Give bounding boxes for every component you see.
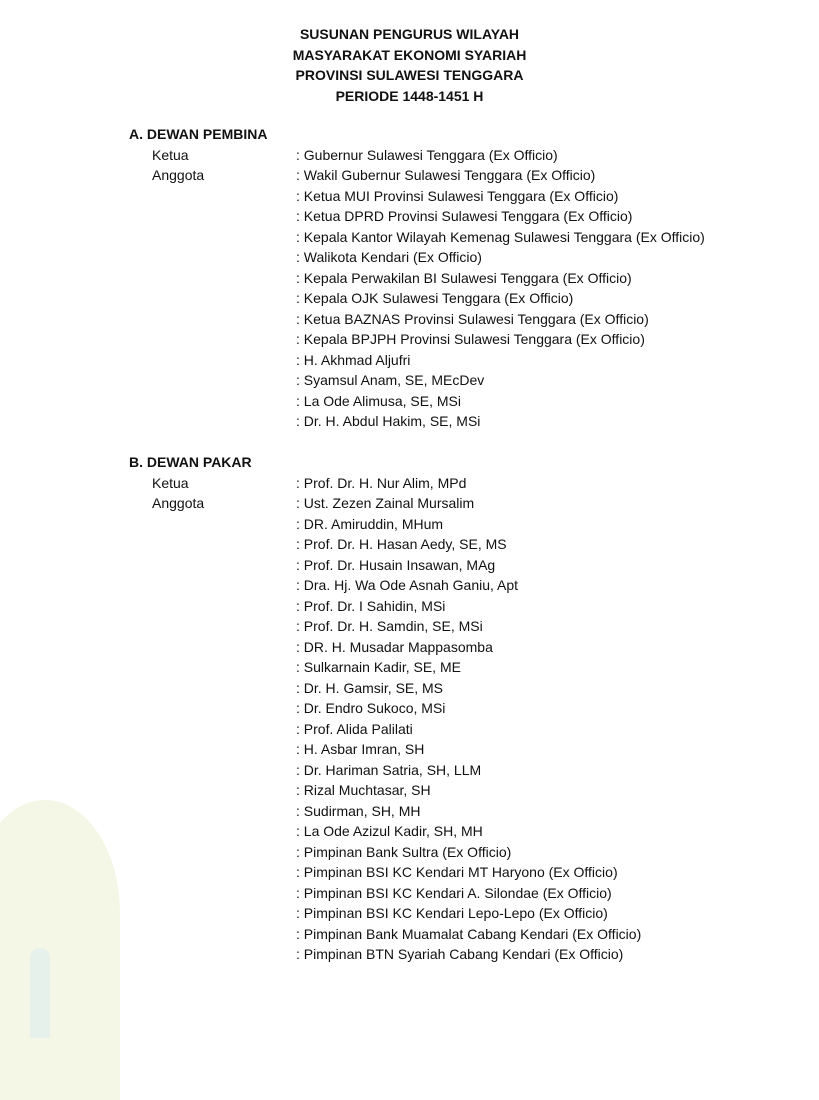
member-name: : Prof. Dr. Husain Insawan, MAg [296,556,496,573]
member-row [0,924,819,945]
member-name: : Syamsul Anam, SE, MEcDev [296,372,485,388]
member-row [0,350,819,371]
section-heading: A. DEWAN PEMBINA [129,126,268,142]
member-name: : DR. H. Musadar Mappasomba [296,638,493,655]
member-name: : Dr. H. Gamsir, SE, MS [296,679,444,696]
member-row [0,165,819,186]
member-name: : Dra. Hj. Wa Ode Asnah Ganiu, Apt [296,577,519,593]
member-name: : Sudirman, SH, MH [296,802,421,819]
member-role: Anggota [152,167,205,183]
title-line-3: PROVINSI SULAWESI TENGGARA [295,67,524,83]
member-row [0,493,819,514]
member-name: : Kepala OJK Sulawesi Tenggara (Ex Officio) [296,290,574,306]
member-row [0,206,819,227]
member-row [0,514,819,535]
member-name: : Pimpinan BTN Syariah Cabang Kendari (Ex Officio) [296,946,624,962]
member-name: : Ketua DPRD Provinsi Sulawesi Tenggara (Ex Officio) [296,208,633,224]
member-row [0,821,819,842]
member-name: : Gubernur Sulawesi Tenggara (Ex Officio) [296,146,558,163]
member-row [0,780,819,801]
member-name: : Dr. Endro Sukoco, MSi [296,700,446,716]
section-heading: B. DEWAN PAKAR [129,454,252,470]
member-row [0,288,819,309]
member-row [0,739,819,760]
member-row [0,268,819,289]
member-row [0,883,819,904]
document-title [0,24,819,106]
member-row [0,411,819,432]
title-line-4: PERIODE 1448-1451 H [335,87,484,104]
member-name: : Pimpinan BSI KC Kendari A. Silondae (Ex Officio) [296,884,612,901]
member-row [0,329,819,350]
member-role: Ketua [152,146,189,163]
member-name: : Kepala Kantor Wilayah Kemenag Sulawesi Tenggara (Ex Officio) [296,228,705,245]
member-name: : Dr. H. Abdul Hakim, SE, MSi [296,413,481,429]
member-row [0,186,819,207]
member-name: : Pimpinan Bank Sultra (Ex Officio) [296,843,512,860]
member-name: : La Ode Azizul Kadir, SH, MH [296,823,483,839]
member-name: : Ust. Zezen Zainal Mursalim [296,495,475,511]
member-name: : Pimpinan BSI KC Kendari Lepo-Lepo (Ex Officio) [296,905,608,921]
member-name: : DR. Amiruddin, MHum [296,515,444,532]
member-row [0,719,819,740]
member-name: : H. Akhmad Aljufri [296,351,411,368]
member-name: : Prof. Dr. H. Hasan Aedy, SE, MS [296,536,507,552]
member-row [0,801,819,822]
member-name: : Pimpinan Bank Muamalat Cabang Kendari (Ex Officio) [296,925,642,942]
member-name: : Kepala BPJPH Provinsi Sulawesi Tenggara (Ex Officio) [296,331,645,347]
member-row [0,903,819,924]
member-row [0,473,819,494]
member-name: : Walikota Kendari (Ex Officio) [296,249,482,265]
member-row [0,698,819,719]
member-name: : Kepala Perwakilan BI Sulawesi Tenggara (Ex Officio) [296,269,632,286]
member-row [0,247,819,268]
member-name: : Ketua MUI Provinsi Sulawesi Tenggara (Ex Officio) [296,187,619,204]
member-row [0,309,819,330]
member-role: Anggota [152,495,205,511]
member-name: : H. Asbar Imran, SH [296,741,425,757]
member-name: : Sulkarnain Kadir, SE, ME [296,659,461,675]
member-name: : Rizal Muchtasar, SH [296,782,431,798]
member-row [0,370,819,391]
member-name: : Ketua BAZNAS Provinsi Sulawesi Tenggara (Ex Officio) [296,310,649,327]
title-line-1: SUSUNAN PENGURUS WILAYAH [299,26,520,42]
member-list [0,473,819,965]
member-row [0,760,819,781]
member-row [0,678,819,699]
member-name: : Prof. Dr. I Sahidin, MSi [296,597,446,614]
member-row [0,575,819,596]
member-row [0,657,819,678]
member-row [0,145,819,166]
member-row [0,227,819,248]
member-list [0,145,819,432]
member-row [0,616,819,637]
member-name: : Prof. Dr. H. Samdin, SE, MSi [296,618,483,634]
member-row [0,944,819,965]
member-name: : Wakil Gubernur Sulawesi Tenggara (Ex Officio) [296,167,596,183]
member-name: : Dr. Hariman Satria, SH, LLM [296,761,482,778]
member-row [0,842,819,863]
member-name: : Prof. Alida Palilati [296,720,413,737]
title-line-2: MASYARAKAT EKONOMI SYARIAH [292,46,527,63]
member-name: : Pimpinan BSI KC Kendari MT Haryono (Ex Officio) [296,864,618,880]
member-row [0,862,819,883]
member-row [0,391,819,412]
member-name: : La Ode Alimusa, SE, MSi [296,392,461,409]
member-row [0,596,819,617]
member-name: : Prof. Dr. H. Nur Alim, MPd [296,474,467,491]
member-row [0,534,819,555]
member-row [0,637,819,658]
member-role: Ketua [152,474,189,491]
member-row [0,555,819,576]
